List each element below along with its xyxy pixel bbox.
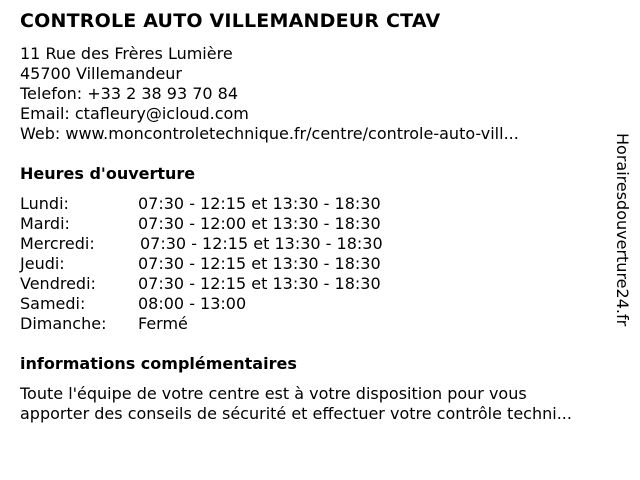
address-city: 45700 Villemandeur: [20, 64, 183, 83]
hours-day: Mardi:: [20, 214, 70, 233]
hours-day: Lundi:: [20, 194, 69, 213]
hours-table: [20, 194, 460, 334]
hours-row-jeudi: [20, 254, 460, 274]
email-line: Email: ctafleury@icloud.com: [20, 104, 249, 123]
hours-row-dimanche: [20, 314, 460, 334]
contact-block: [20, 44, 519, 144]
hours-heading: Heures d'ouverture: [20, 164, 196, 183]
hours-time: 07:30 - 12:15 et 13:30 - 18:30: [138, 254, 381, 273]
hours-time: 08:00 - 13:00: [138, 294, 247, 313]
hours-day: Jeudi:: [20, 254, 65, 273]
web-line: Web: www.moncontroletechnique.fr/centre/controle-auto-vill...: [20, 124, 519, 143]
hours-row-mardi: [20, 214, 460, 234]
hours-row-lundi: [20, 194, 460, 214]
hours-row-samedi: [20, 294, 460, 314]
info-text: [20, 384, 620, 424]
phone-line: Telefon: +33 2 38 93 70 84: [20, 84, 239, 103]
hours-time: 07:30 - 12:00 et 13:30 - 18:30: [138, 214, 381, 233]
hours-row-mercredi: [20, 234, 460, 254]
hours-row-vendredi: [20, 274, 460, 294]
hours-day: Mercredi:: [20, 234, 95, 253]
hours-day: Vendredi:: [20, 274, 96, 293]
business-name: CONTROLE AUTO VILLEMANDEUR CTAV: [20, 10, 441, 32]
hours-day: Samedi:: [20, 294, 86, 313]
info-line: Toute l'équipe de votre centre est à votre disposition pour vous: [20, 384, 527, 403]
hours-time: 07:30 - 12:15 et 13:30 - 18:30: [138, 194, 381, 213]
hours-time: Fermé: [138, 314, 188, 333]
info-line: apporter des conseils de sécurité et effectuer votre contrôle techni...: [20, 404, 572, 423]
hours-time: 07:30 - 12:15 et 13:30 - 18:30: [140, 234, 383, 253]
info-heading: informations complémentaires: [20, 354, 297, 373]
address-street: 11 Rue des Frères Lumière: [20, 44, 233, 63]
hours-day: Dimanche:: [20, 314, 107, 333]
site-watermark: Horairesdouverture24.fr: [613, 133, 632, 327]
hours-time: 07:30 - 12:15 et 13:30 - 18:30: [138, 274, 381, 293]
